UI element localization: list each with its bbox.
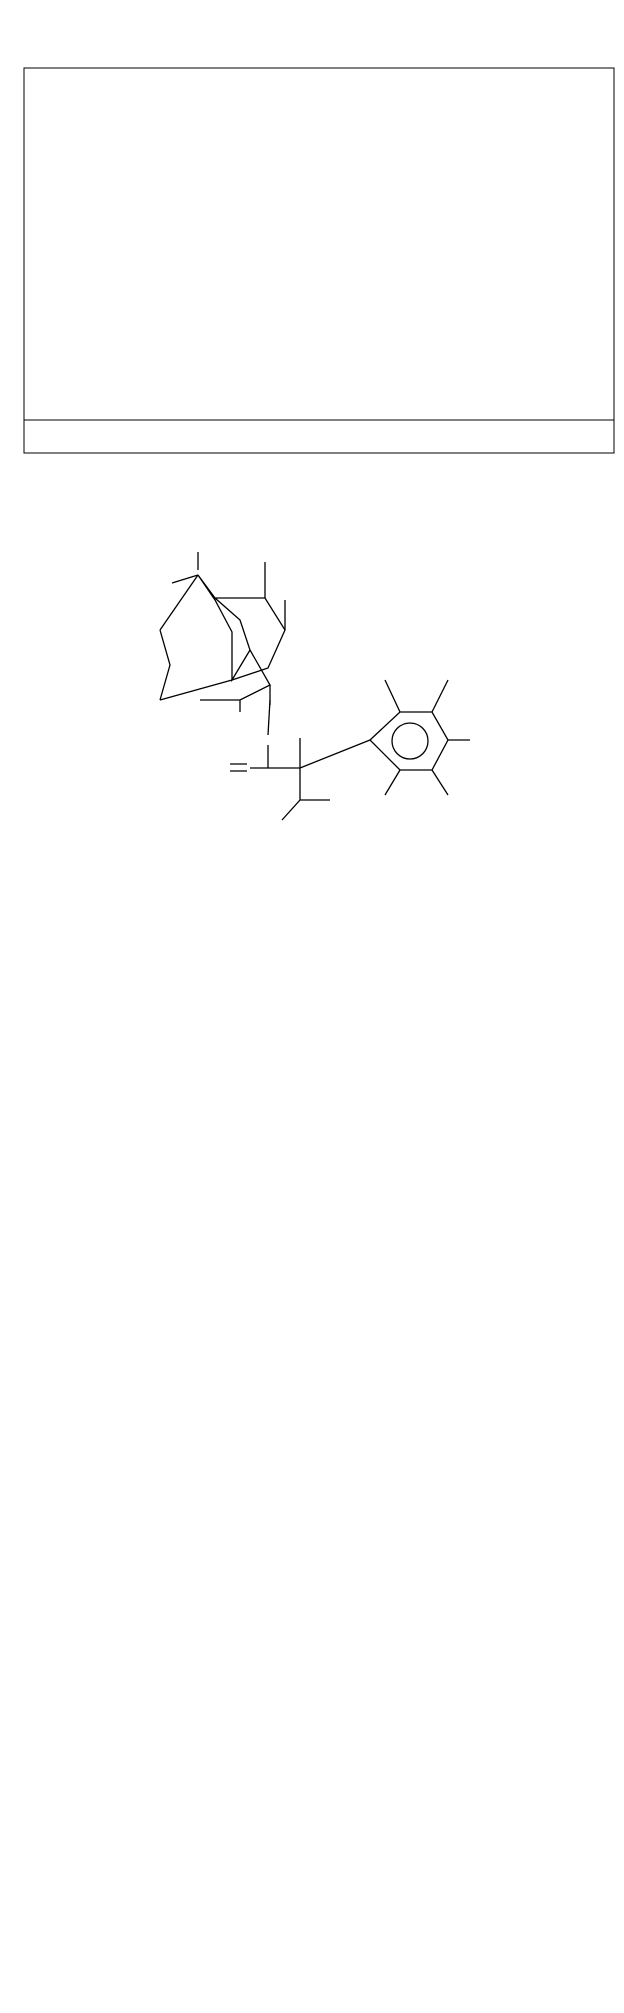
benzene-ring <box>370 712 448 770</box>
bond-ring-left <box>160 575 232 700</box>
bond-n-methyls <box>172 552 198 583</box>
bond-ring-upper <box>215 598 285 680</box>
nmr-spectrum-chart <box>0 0 624 520</box>
bond-ester <box>230 738 300 771</box>
bond-ring-lower <box>200 650 270 700</box>
bond-side-chain <box>282 740 370 820</box>
bond-h-stubs <box>240 562 285 712</box>
bond-bridge <box>198 575 250 680</box>
plot-frame <box>24 68 614 453</box>
bond-aromatic-h <box>385 680 470 795</box>
bond-o-link <box>268 700 270 735</box>
benzene-aromatic-circle <box>392 723 428 759</box>
